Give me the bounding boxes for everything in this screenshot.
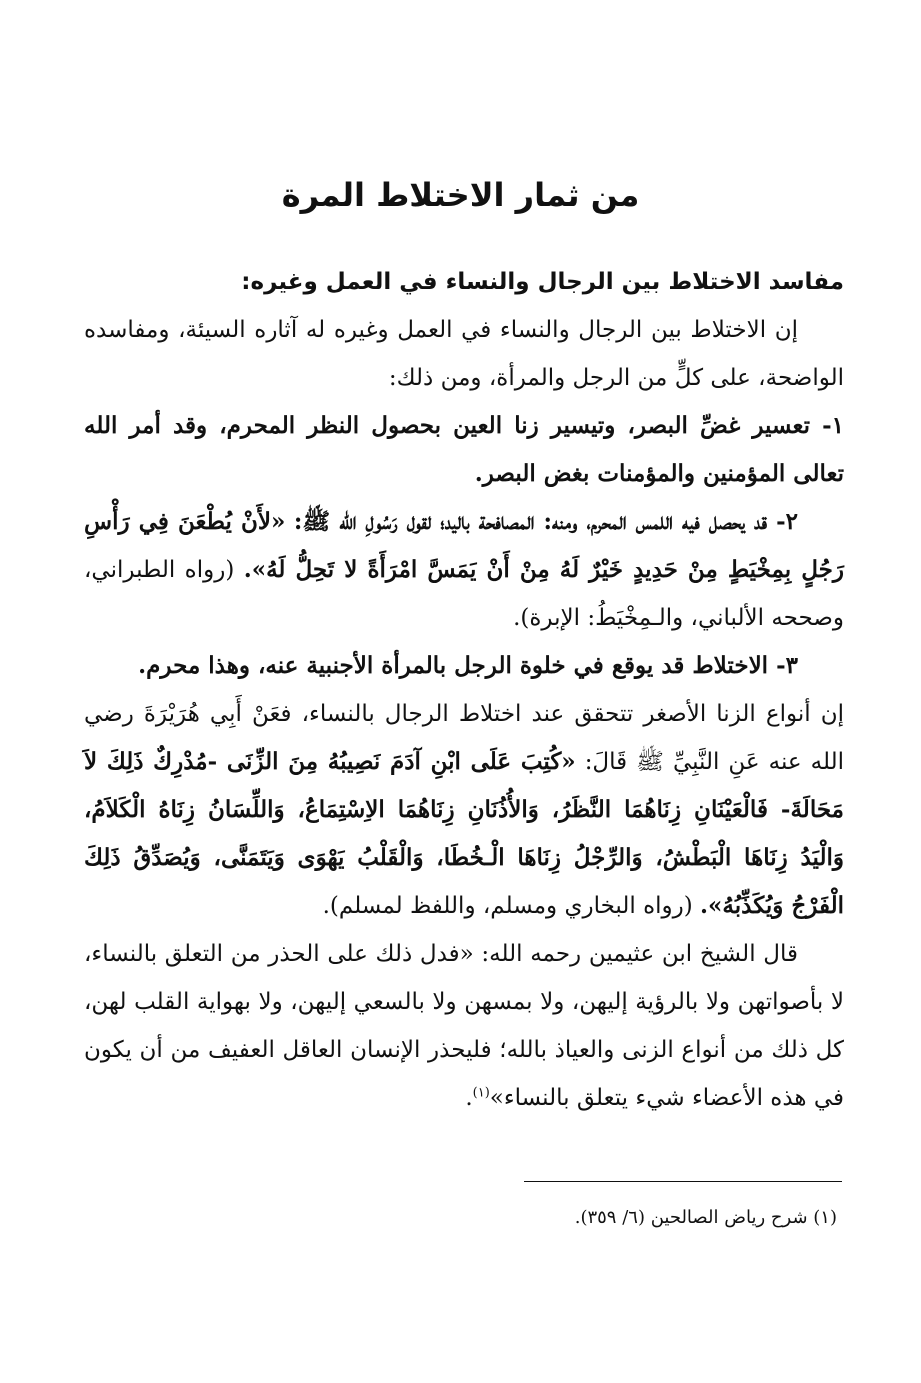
footnote-ref: (١) [472,1085,490,1101]
footnote-divider [524,1181,842,1182]
zina-lead: إن أنواع الزنا الأصغر تتحقق عند اختلاط الرجال بالنساء، فعَنْ أَبِي هُرَيْرَةَ رضي الله عنه عَنِ النَّبِيِّ ﷺ قَالَ: [84,701,844,775]
zina-source: (رواه البخاري ومسلم، واللفظ لمسلم). [322,893,693,919]
page-title: من ثمار الاختلاط المرة [281,176,640,214]
quote-end: . [465,1085,473,1111]
section-heading: مفاسد الاختلاط بين الرجال والنساء في العمل وغيره: [241,269,844,295]
quote-paragraph [84,930,844,1122]
zina-paragraph [84,690,844,930]
footnote: (١) شرح رياض الصالحين (٦/ ٣٥٩). [574,1207,837,1228]
point-2-source: (رواه الطبراني، وصححه الألباني، والـمِخْيَطُ: الإبرة). [84,557,844,631]
zina-hadith: «كُتِبَ عَلَى ابْنِ آدَمَ نَصِيبُهُ مِنَ الزِّنَى -مُدْرِكٌ ذَلِكَ لاَ مَحَالَةَ- فَالْعَيْنَانِ زِنَاهُمَا النَّظَرُ، وَالأُذُنَانِ زِنَاهُمَا الاِسْتِمَاعُ، وَاللِّسَانُ زِنَاهُ الْكَلاَمُ، وَالْيَدُ زِنَاهَا الْبَطْشُ، وَالرِّجْلُ زِنَاهَا الْـخُطَا، وَالْقَلْبُ يَهْوَى وَيَتَمَنَّى، وَيُصَدِّقُ ذَلِكَ الْفَرْجُ وَيُكَذِّبُهُ». [84,748,844,919]
point-2-hadith: «لأَنْ يُطْعَنَ فِي رَأْسِ رَجُلٍ بِمِخْيَطٍ مِنْ حَدِيدٍ خَيْرٌ لَهُ مِنْ أَنْ يَمَسَّ امْرَأَةً لا تَحِلُّ لَهُ». [84,508,844,583]
point-1: ١- تعسير غضِّ البصر، وتيسير زنا العين بحصول النظر المحرم، وقد أمر الله تعالى المؤمنين والمؤمنات بغض البصر. [84,412,844,487]
point-3: ٣- الاختلاط قد يوقع في خلوة الرجل بالمرأة الأجنبية عنه، وهذا محرم. [138,652,798,679]
point-2-text: ٢- قد يحصل فيه اللمس المحرم، ومنه: المصافحة باليد؛ لقول رَسُولِ الله ﷺ: [293,508,799,535]
quote-text: قال الشيخ ابن عثيمين رحمه الله: «فدل ذلك على الحذر من التعلق بالنساء، لا بأصواتهن ولا بالرؤية إليهن، ولا بمسهن ولا بالسعي إليهن، ولا بهواية القلب لهن، كل ذلك من أنواع الزنى والعياذ بالله؛ فليحذر الإنسان العاقل العفيف من أن يكون في هذه الأعضاء شيء يتعلق بالنساء» [84,941,844,1111]
page-body [84,258,844,1122]
point-2 [84,498,844,642]
intro-paragraph: إن الاختلاط بين الرجال والنساء في العمل وغيره له آثاره السيئة، ومفاسده الواضحة، على كلٍّ من الرجل والمرأة، ومن ذلك: [84,317,844,391]
